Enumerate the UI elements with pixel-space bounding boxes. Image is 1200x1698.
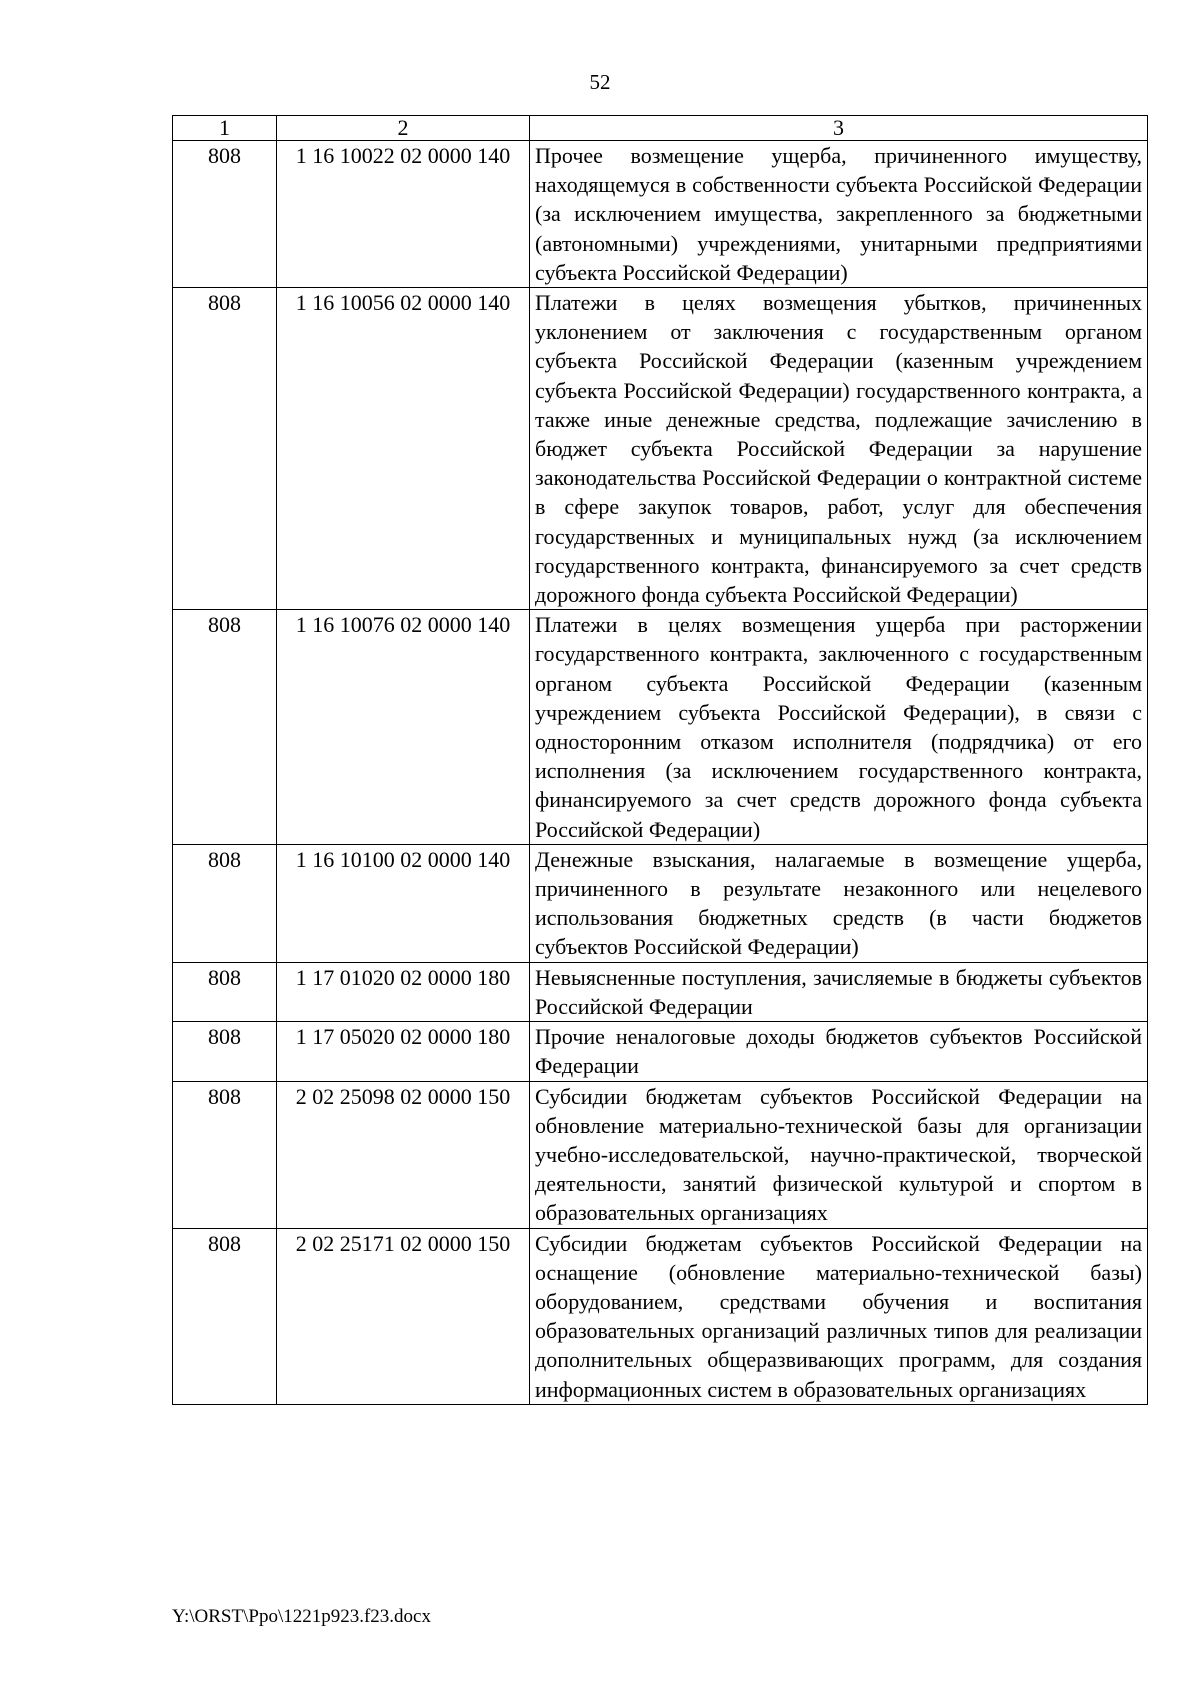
budget-code-cell: 1 16 10056 02 0000 140 [277,288,530,610]
table-row [173,610,1148,845]
revenue-name-cell: Прочие неналоговые доходы бюджетов субъектов Российской Федерации [530,1022,1148,1081]
budget-code-cell: 2 02 25171 02 0000 150 [277,1228,530,1404]
revenue-name-cell: Прочее возмещение ущерба, причиненного имуществу, находящемуся в собственности субъекта Российской Федерации (за исключением имущества, закрепленного за бюджетными (автономными) учреждениями, унитарными предприятиями субъекта Российской Федерации) [530,141,1148,288]
table-row [173,1081,1148,1228]
table-row [173,962,1148,1021]
budget-code-cell: 1 16 10100 02 0000 140 [277,844,530,962]
table-row [173,1228,1148,1404]
table-row [173,288,1148,610]
budget-code-cell: 1 16 10022 02 0000 140 [277,141,530,288]
revenue-name-cell: Субсидии бюджетам субъектов Российской Федерации на обновление материально-технической базы для организации учебно-исследовательской, научно-практической, творческой деятельности, занятий физической культурой и спортом в образовательных организациях [530,1081,1148,1228]
table-row [173,141,1148,288]
admin-code-cell: 808 [173,1081,277,1228]
admin-code-cell: 808 [173,141,277,288]
revenue-codes-table [172,115,1148,1405]
revenue-name-cell: Денежные взыскания, налагаемые в возмещение ущерба, причиненного в результате незаконного или нецелевого использования бюджетных средств (в части бюджетов субъектов Российской Федерации) [530,844,1148,962]
budget-code-cell: 2 02 25098 02 0000 150 [277,1081,530,1228]
admin-code-cell: 808 [173,1022,277,1081]
header-col-3: 3 [530,116,1148,141]
admin-code-cell: 808 [173,844,277,962]
table-row [173,844,1148,962]
revenue-name-cell: Невыясненные поступления, зачисляемые в бюджеты субъектов Российской Федерации [530,962,1148,1021]
revenue-name-cell: Платежи в целях возмещения ущерба при расторжении государственного контракта, заключенного с государственным органом субъекта Российской Федерации (казенным учреждением субъекта Российской Федерации), в связи с односторонним отказом исполнителя (подрядчика) от его исполнения (за исключением государственного контракта, финансируемого за счет средств дорожного фонда субъекта Российской Федерации) [530,610,1148,845]
budget-code-cell: 1 16 10076 02 0000 140 [277,610,530,845]
budget-code-cell: 1 17 05020 02 0000 180 [277,1022,530,1081]
footer-file-path: Y:\ORST\Ppo\1221p923.f23.docx [172,1606,431,1627]
header-col-1: 1 [173,116,277,141]
admin-code-cell: 808 [173,610,277,845]
page-number: 52 [589,70,611,94]
budget-code-cell: 1 17 01020 02 0000 180 [277,962,530,1021]
revenue-name-cell: Субсидии бюджетам субъектов Российской Федерации на оснащение (обновление материально-технической базы) оборудованием, средствами обучения и воспитания образовательных организаций различных типов для реализации дополнительных общеразвивающих программ, для создания информационных систем в образовательных организациях [530,1228,1148,1404]
table-row [173,1022,1148,1081]
admin-code-cell: 808 [173,1228,277,1404]
admin-code-cell: 808 [173,288,277,610]
admin-code-cell: 808 [173,962,277,1021]
table-header-row [173,116,1148,141]
revenue-name-cell: Платежи в целях возмещения убытков, причиненных уклонением от заключения с государственным органом субъекта Российской Федерации (казенным учреждением субъекта Российской Федерации) государственного контракта, а также иные денежные средства, подлежащие зачислению в бюджет субъекта Российской Федерации за нарушение законодательства Российской Федерации о контрактной системе в сфере закупок товаров, работ, услуг для обеспечения государственных и муниципальных нужд (за исключением государственного контракта, финансируемого за счет средств дорожного фонда субъекта Российской Федерации) [530,288,1148,610]
header-col-2: 2 [277,116,530,141]
